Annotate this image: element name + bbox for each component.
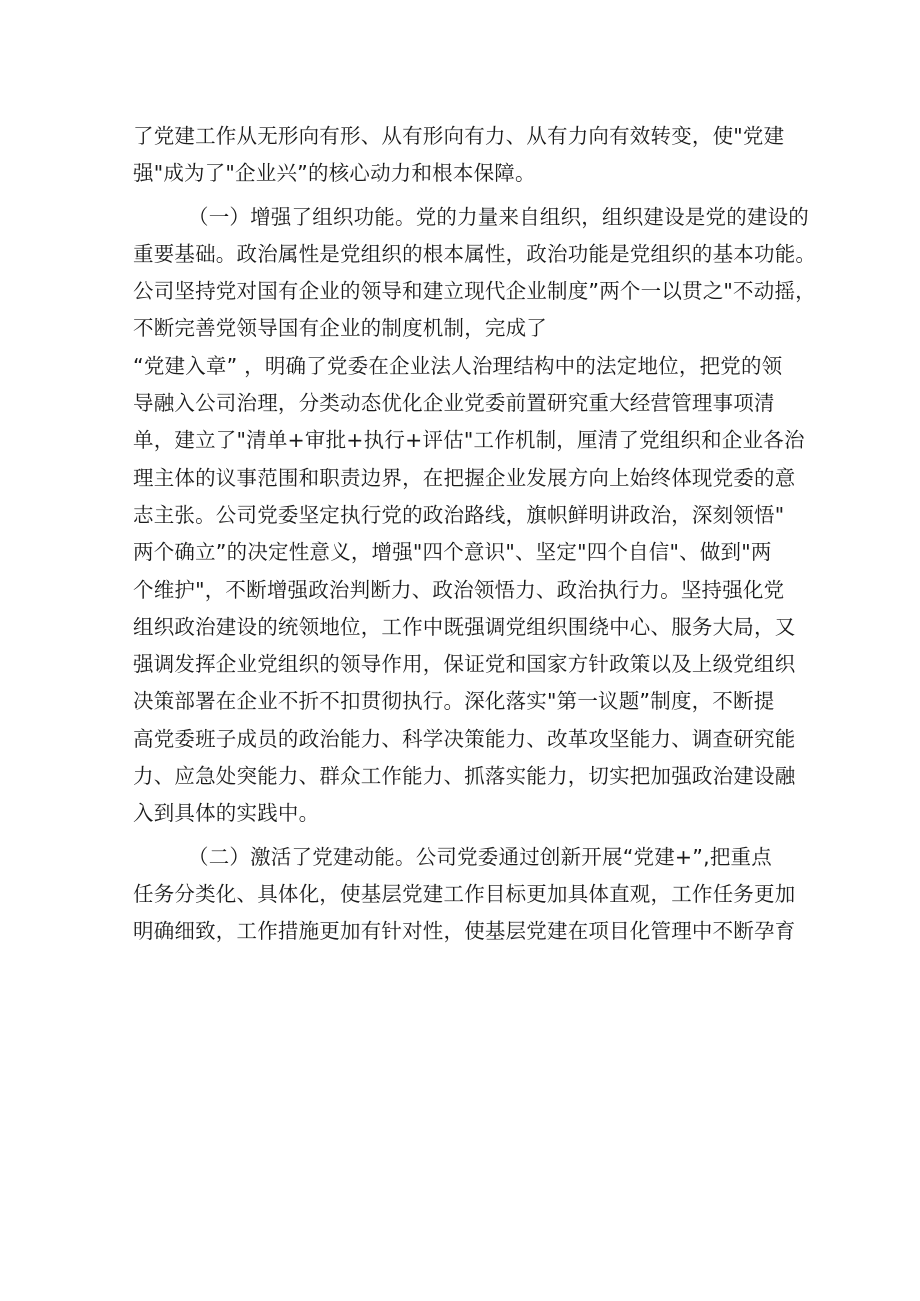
text-line: 公司坚持党对国有企业的领导和建立现代企业制度”两个一以贯之"不动摇， [133,279,816,304]
text-line: “党建入章” ，明确了党委在企业法人治理结构中的法定地位，把党的领 [133,353,783,378]
text-line: 导融入公司治理，分类动态优化企业党委前置研究重大经营管理事项清 [133,391,775,416]
section-heading-line: （一）增强了组织功能。党的力量来自组织，组织建设是党的建设的 [188,204,809,229]
text-line: 志主张。公司党委坚定执行党的政治路线，旗帜鲜明讲政治，深刻领悟" [133,502,785,527]
text-line: 了党建工作从无形向有形、从有形向有力、从有力向有效转变，使"党建 [133,124,785,148]
text-line: 强"成为了"企业兴”的核心动力和根本保障。 [133,161,536,186]
text-line: 个维护"，不断增强政治判断力、政治领悟力、政治执行力。坚持强化党 [133,577,785,602]
text-line: 强调发挥企业党组织的领导作用，保证党和国家方针政策以及上级党组织 [133,652,796,677]
section-heading-line: （二）激活了党建动能。公司党委通过创新开展“党建+”,把重点 [188,844,772,869]
text-line: 力、应急处突能力、群众工作能力、抓落实能力，切实把加强政治建设融 [133,764,796,789]
text-line: 组织政治建设的统领地位，工作中既强调党组织围绕中心、服务大局，又 [133,614,796,639]
text-line: 不断完善党领导国有企业的制度机制，完成了 [133,316,547,341]
text-line: 理主体的议事范围和职责边界，在把握企业发展方向上始终体现党委的意 [133,465,796,490]
text-line: 两个确立”的决定性意义，增强"四个意识"、坚定"四个自信"、做到"两 [133,540,772,565]
text-line: 重要基础。政治属性是党组织的根本属性，政治功能是党组织的基本功能。 [133,241,817,266]
text-line: 入到具体的实践中。 [133,801,320,826]
text-line: 高党委班子成员的政治能力、科学决策能力、改革攻坚能力、调查研究能 [133,726,796,751]
text-line: 单，建立了"清单+审批+执行+评估"工作机制，厘清了党组织和企业各治 [133,428,805,453]
text-line: 决策部署在企业不折不扣贯彻执行。深化落实"第一议题”制度，不断提 [133,689,775,714]
text-line: 任务分类化、具体化，使基层党建工作目标更加具体直观，工作任务更加 [133,881,796,906]
body-text [133,118,817,951]
text-line: 明确细致，工作措施更加有针对性，使基层党建在项目化管理中不断孕育 [133,919,796,944]
